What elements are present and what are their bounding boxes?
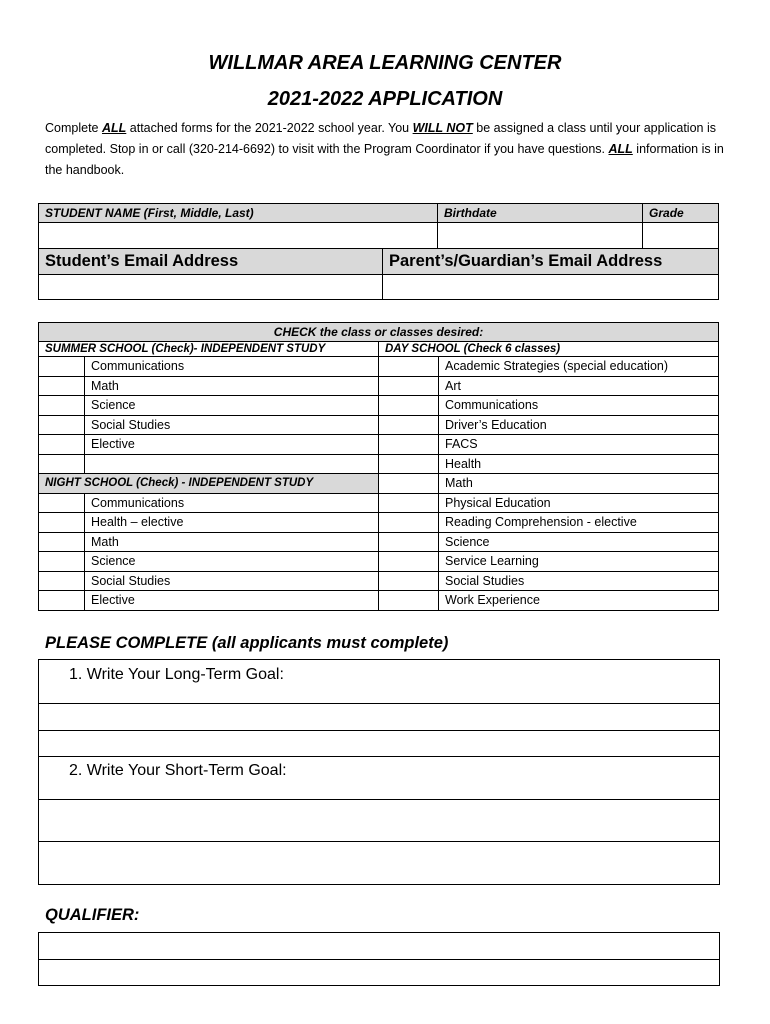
day-checkbox[interactable] (379, 474, 439, 494)
student-name-field[interactable] (39, 223, 438, 249)
student-email-field[interactable] (39, 275, 383, 300)
day-checkbox[interactable] (379, 376, 439, 396)
night-checkbox[interactable] (39, 513, 85, 533)
night-checkbox[interactable] (39, 571, 85, 591)
day-class-label: Science (439, 532, 719, 552)
day-checkbox[interactable] (379, 532, 439, 552)
day-checkbox[interactable] (379, 591, 439, 611)
day-checkbox[interactable] (379, 435, 439, 455)
form-subtitle: 2021-2022 APPLICATION (267, 88, 503, 110)
form-title: WILLMAR AREA LEARNING CENTER (208, 52, 562, 74)
summer-checkbox[interactable] (39, 396, 85, 416)
day-class-label: Work Experience (439, 591, 719, 611)
day-class-label: FACS (439, 435, 719, 455)
grade-field[interactable] (643, 223, 719, 249)
birthdate-field[interactable] (438, 223, 643, 249)
grade-label: Grade (643, 204, 719, 223)
day-checkbox[interactable] (379, 396, 439, 416)
night-checkbox[interactable] (39, 552, 85, 572)
classes-table (38, 322, 719, 611)
night-class-label: Health – elective (85, 513, 379, 533)
summer-checkbox[interactable] (39, 376, 85, 396)
night-class-label: Math (85, 532, 379, 552)
intro-paragraph: Complete ALL attached forms for the 2021-2022 school year. You WILL NOT be assigned a class until your application is completed. Stop in or call (320-214-6692) to visit with the Program Coordinator if you have questions. ALL information is in the handbook. (45, 121, 724, 177)
day-class-label: Reading Comprehension - elective (439, 513, 719, 533)
summer-school-header: SUMMER SCHOOL (Check)- INDEPENDENT STUDY (39, 342, 379, 357)
night-class-label: Elective (85, 591, 379, 611)
short-term-goal-label: 2. Write Your Short-Term Goal: (69, 762, 287, 779)
summer-class-label: Elective (85, 435, 379, 455)
summer-checkbox[interactable] (39, 415, 85, 435)
summer-class-label (85, 454, 379, 474)
day-checkbox[interactable] (379, 552, 439, 572)
day-class-label: Driver’s Education (439, 415, 719, 435)
qualifier-box[interactable] (38, 932, 720, 986)
goals-section-title: PLEASE COMPLETE (all applicants must complete) (45, 634, 449, 652)
summer-checkbox[interactable] (39, 435, 85, 455)
day-checkbox[interactable] (379, 571, 439, 591)
classes-header: CHECK the class or classes desired: (39, 323, 719, 342)
night-checkbox[interactable] (39, 493, 85, 513)
day-class-label: Communications (439, 396, 719, 416)
summer-checkbox[interactable] (39, 357, 85, 377)
day-class-label: Health (439, 454, 719, 474)
day-school-header: DAY SCHOOL (Check 6 classes) (379, 342, 719, 357)
day-class-label: Physical Education (439, 493, 719, 513)
summer-class-label: Social Studies (85, 415, 379, 435)
student-info-table (38, 203, 719, 300)
goals-box (38, 659, 720, 885)
day-checkbox[interactable] (379, 454, 439, 474)
summer-class-label: Communications (85, 357, 379, 377)
day-class-label: Service Learning (439, 552, 719, 572)
summer-class-label: Science (85, 396, 379, 416)
night-class-label: Science (85, 552, 379, 572)
day-checkbox[interactable] (379, 493, 439, 513)
day-class-label: Academic Strategies (special education) (439, 357, 719, 377)
day-checkbox[interactable] (379, 415, 439, 435)
night-school-header: NIGHT SCHOOL (Check) - INDEPENDENT STUDY (39, 474, 379, 494)
long-term-goal-label: 1. Write Your Long-Term Goal: (69, 666, 284, 683)
qualifier-section-title: QUALIFIER: (45, 906, 140, 924)
birthdate-label: Birthdate (438, 204, 643, 223)
night-class-label: Social Studies (85, 571, 379, 591)
parent-email-label: Parent’s/Guardian’s Email Address (383, 249, 719, 275)
night-checkbox[interactable] (39, 532, 85, 552)
day-class-label: Math (439, 474, 719, 494)
summer-checkbox[interactable] (39, 454, 85, 474)
day-checkbox[interactable] (379, 357, 439, 377)
student-name-label: STUDENT NAME (First, Middle, Last) (39, 204, 438, 223)
day-class-label: Social Studies (439, 571, 719, 591)
summer-class-label: Math (85, 376, 379, 396)
student-email-label: Student’s Email Address (39, 249, 383, 275)
day-class-label: Art (439, 376, 719, 396)
night-checkbox[interactable] (39, 591, 85, 611)
parent-email-field[interactable] (383, 275, 719, 300)
night-class-label: Communications (85, 493, 379, 513)
day-checkbox[interactable] (379, 513, 439, 533)
